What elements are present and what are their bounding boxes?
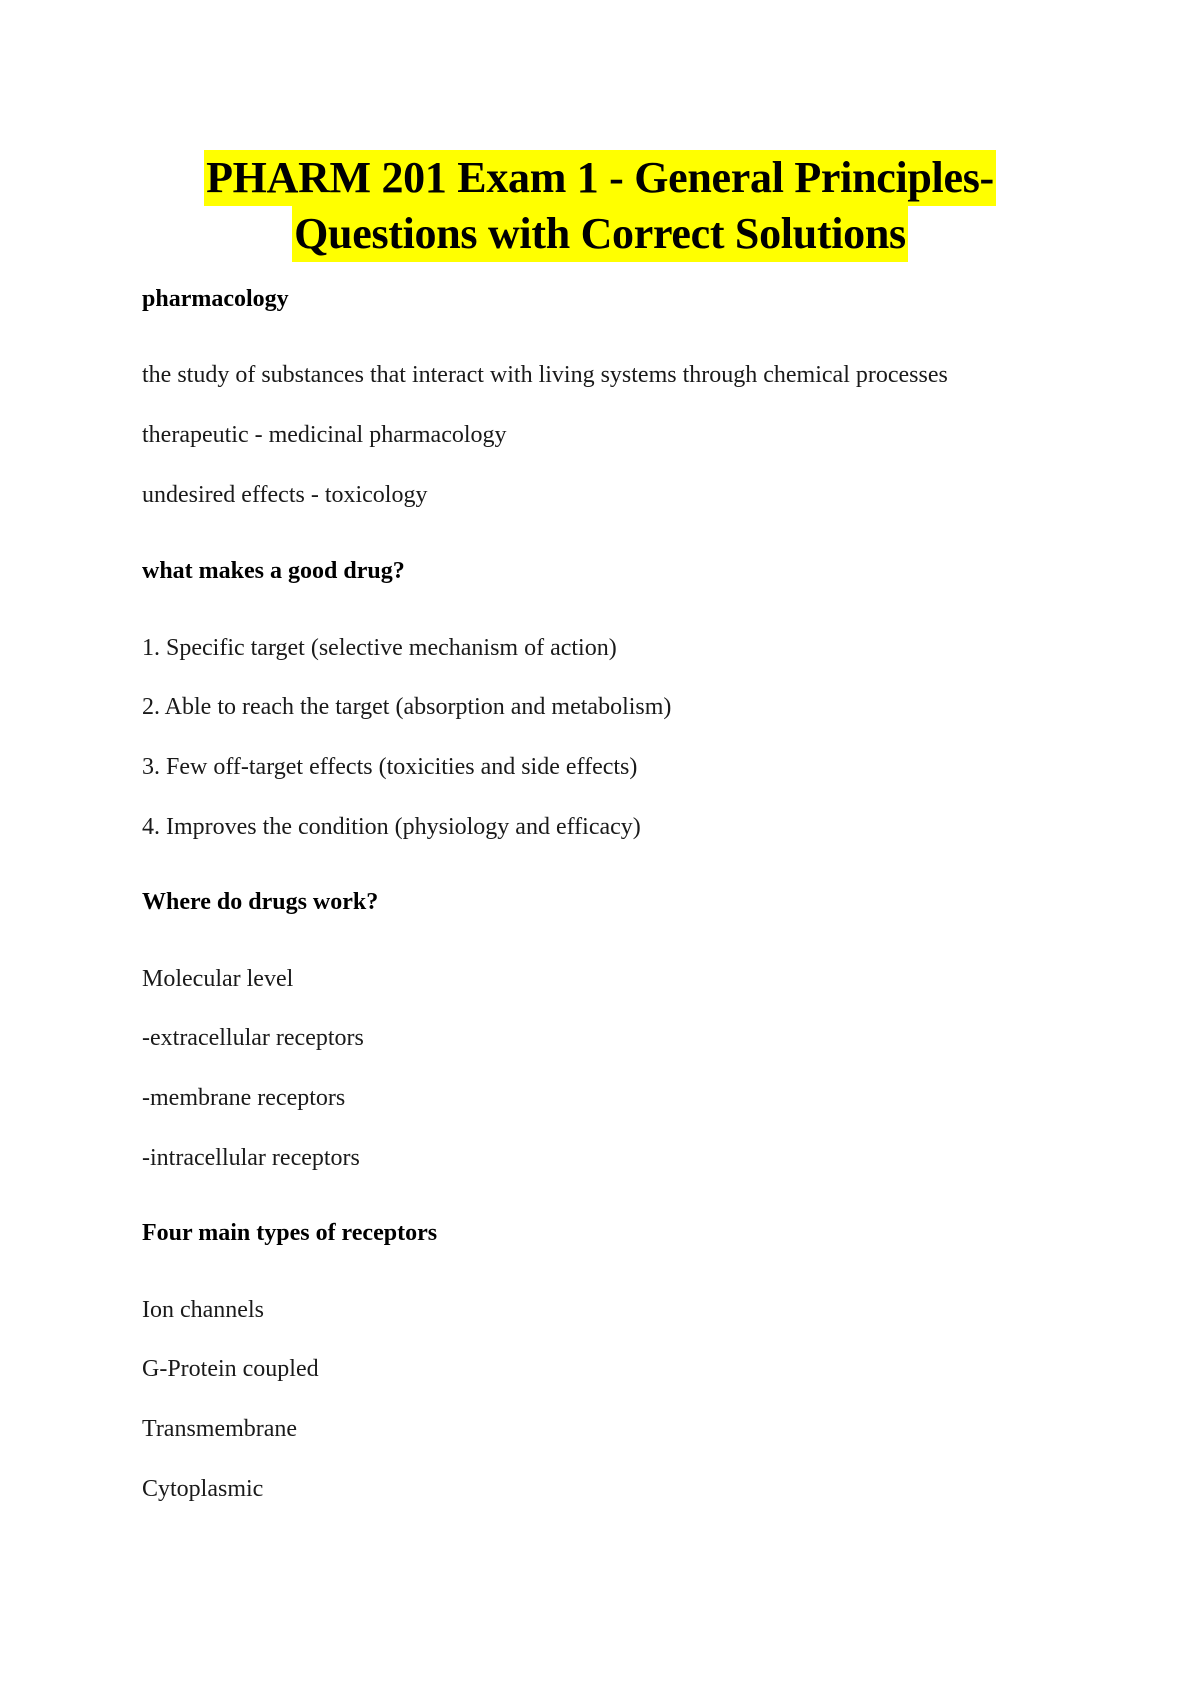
section-3-line-3: -membrane receptors	[142, 1085, 346, 1111]
section-1-line-3: undesired effects - toxicology	[142, 482, 428, 508]
section-4-line-3: Transmembrane	[142, 1416, 298, 1442]
section-1-line-2: therapeutic - medicinal pharmacology	[142, 422, 507, 448]
section-4-line-1: Ion channels	[142, 1297, 264, 1323]
section-heading-pharmacology: pharmacology	[142, 286, 289, 312]
section-heading-receptor-types: Four main types of receptors	[142, 1220, 438, 1246]
section-heading-good-drug: what makes a good drug?	[142, 558, 405, 584]
section-4-line-2: G-Protein coupled	[142, 1356, 319, 1382]
section-1-line-1: the study of substances that interact with living systems through chemical processes	[142, 362, 948, 388]
section-2-line-4: 4. Improves the condition (physiology and efficacy)	[142, 814, 641, 840]
title-line-1: PHARM 201 Exam 1 - General Principles-	[204, 150, 996, 206]
section-3-line-1: Molecular level	[142, 966, 294, 992]
section-2-line-3: 3. Few off-target effects (toxicities and side effects)	[142, 754, 638, 780]
section-3-line-2: -extracellular receptors	[142, 1025, 364, 1051]
section-heading-where-drugs-work: Where do drugs work?	[142, 889, 379, 915]
section-2-line-1: 1. Specific target (selective mechanism of action)	[142, 635, 617, 661]
section-2-line-2: 2. Able to reach the target (absorption and metabolism)	[142, 694, 672, 720]
section-4-line-4: Cytoplasmic	[142, 1476, 264, 1502]
title-line-2: Questions with Correct Solutions	[292, 206, 908, 262]
document-title	[0, 150, 1200, 262]
section-3-line-4: -intracellular receptors	[142, 1145, 360, 1171]
